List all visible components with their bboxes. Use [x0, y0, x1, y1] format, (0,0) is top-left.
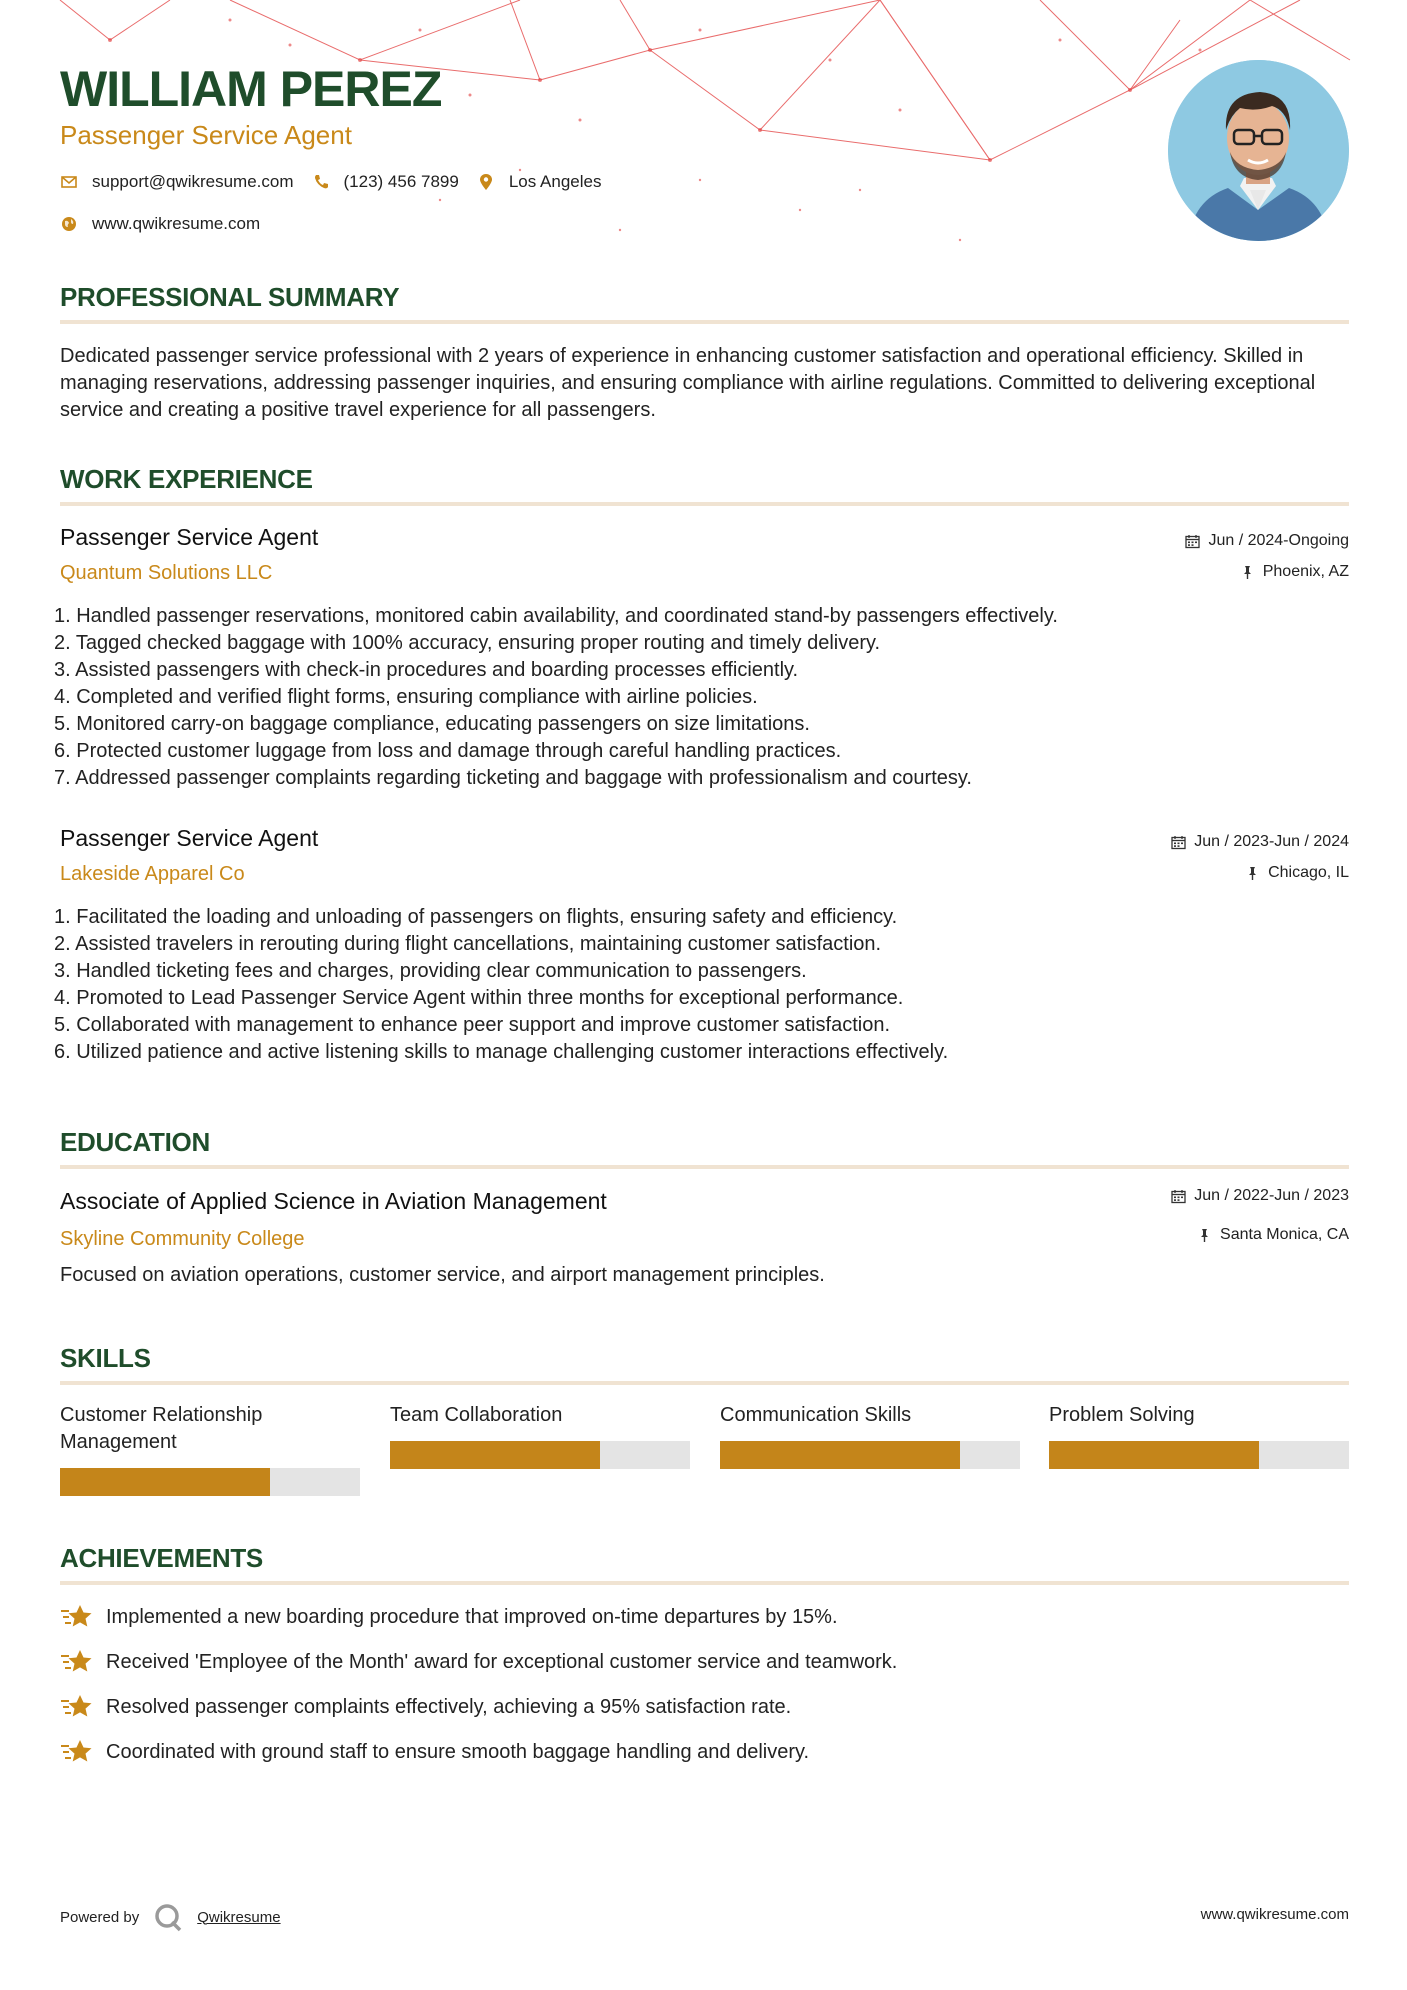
job-bullet: 6. Utilized patience and active listening skills to manage challenging customer interactions effectively.: [54, 1041, 949, 1063]
skill-name: Communication Skills: [720, 1404, 912, 1426]
education-divider: [60, 1165, 1349, 1169]
star-icon: [60, 1692, 94, 1722]
education-dates-text: Jun / 2022-Jun / 2023: [1194, 1187, 1349, 1204]
skill-bar: [390, 1441, 690, 1469]
contact-location: [477, 172, 602, 192]
contact-email[interactable]: [60, 172, 294, 192]
qwikresume-link[interactable]: Qwikresume: [197, 1908, 281, 1926]
skill-bar: [720, 1441, 1020, 1469]
job-title: Passenger Service Agent: [60, 825, 319, 851]
star-icon: [60, 1602, 94, 1632]
envelope-icon: [60, 173, 78, 191]
job-location-text: Phoenix, AZ: [1262, 563, 1349, 580]
education-location-text: Santa Monica, CA: [1220, 1226, 1349, 1243]
job-title: Passenger Service Agent: [60, 524, 319, 550]
education-dates: [1171, 1187, 1349, 1205]
phone-icon: [312, 173, 330, 191]
skill-name: Team Collaboration: [390, 1404, 563, 1426]
skill-name: Problem Solving: [1049, 1404, 1195, 1426]
location-text: Los Angeles: [508, 172, 602, 191]
job-location: [1240, 563, 1349, 581]
footer-powered-by: [60, 1902, 281, 1932]
skill-name: Customer Relationship Management: [60, 1404, 263, 1453]
star-icon: [60, 1737, 94, 1767]
candidate-title: Passenger Service Agent: [60, 120, 352, 150]
calendar-icon: [1171, 835, 1186, 850]
skill-bar-fill: [1049, 1441, 1259, 1469]
job-bullet: 5. Monitored carry-on baggage compliance, educating passengers on size limitations.: [54, 713, 810, 735]
summary-divider: [60, 320, 1349, 324]
footer-website[interactable]: www.qwikresume.com: [1200, 1906, 1349, 1923]
job-bullet: 5. Collaborated with management to enhance peer support and improve customer satisfaction.: [54, 1014, 891, 1036]
job-dates-text: Jun / 2024-Ongoing: [1208, 532, 1349, 549]
job-bullet: 3. Handled ticketing fees and charges, providing clear communication to passengers.: [54, 960, 807, 982]
job-location-text: Chicago, IL: [1268, 864, 1349, 881]
map-pin-icon: [477, 173, 495, 191]
job-bullet: 1. Handled passenger reservations, monitored cabin availability, and coordinated stand-by passengers effectively.: [54, 605, 1058, 627]
calendar-icon: [1185, 534, 1200, 549]
job-bullet-list: [54, 904, 1354, 1066]
job-bullet: 3. Assisted passengers with check-in procedures and boarding processes efficiently.: [54, 659, 799, 681]
star-icon: [60, 1647, 94, 1677]
job-bullet: 6. Protected customer luggage from loss and damage through careful handling practices.: [54, 740, 842, 762]
contact-website[interactable]: [60, 214, 260, 234]
skill-bar-fill: [60, 1468, 270, 1496]
contact-row: [60, 172, 601, 192]
job-dates: [1185, 532, 1349, 550]
job-location: [1245, 864, 1349, 882]
job-bullet: 4. Promoted to Lead Passenger Service Agent within three months for exceptional performance.: [54, 987, 904, 1009]
job-bullet: 7. Addressed passenger complaints regarding ticketing and baggage with professionalism and courtesy.: [54, 767, 972, 789]
skill-item: [60, 1402, 360, 1456]
job-bullet-list: [54, 603, 1354, 792]
degree-title: Associate of Applied Science in Aviation Management: [60, 1188, 607, 1214]
pushpin-icon: [1197, 1228, 1212, 1243]
achievement-item: [60, 1602, 838, 1632]
phone-text: (123) 456 7899: [343, 172, 459, 191]
job-company: Lakeside Apparel Co: [60, 863, 245, 885]
powered-by-label: Powered by: [60, 1908, 140, 1926]
experience-heading: WORK EXPERIENCE: [60, 464, 313, 494]
achievement-item: [60, 1737, 809, 1767]
contact-phone[interactable]: [312, 172, 459, 192]
skill-bar: [1049, 1441, 1349, 1469]
profile-photo: [1168, 60, 1349, 241]
website-text: www.qwikresume.com: [92, 214, 261, 233]
achievements-heading: ACHIEVEMENTS: [60, 1543, 263, 1573]
achievement-item: [60, 1692, 791, 1722]
job-dates-text: Jun / 2023-Jun / 2024: [1194, 833, 1349, 850]
education-heading: EDUCATION: [60, 1127, 210, 1157]
skill-item: [1049, 1402, 1349, 1429]
job-company: Quantum Solutions LLC: [60, 562, 273, 584]
job-bullet: 2. Tagged checked baggage with 100% accuracy, ensuring proper routing and timely delivery.: [54, 632, 881, 654]
achievement-item: [60, 1647, 897, 1677]
skill-bar-fill: [720, 1441, 960, 1469]
calendar-icon: [1171, 1189, 1186, 1204]
skill-item: [720, 1402, 1020, 1429]
job-dates: [1171, 833, 1349, 851]
qwikresume-logo-icon: [153, 1902, 183, 1932]
pushpin-icon: [1240, 565, 1255, 580]
summary-heading: PROFESSIONAL SUMMARY: [60, 282, 400, 312]
job-bullet: 2. Assisted travelers in rerouting during flight cancellations, maintaining customer satisfaction.: [54, 933, 882, 955]
achievement-text: Implemented a new boarding procedure that improved on-time departures by 15%.: [106, 1605, 838, 1628]
education-description: Focused on aviation operations, customer service, and airport management principles.: [60, 1264, 825, 1286]
pushpin-icon: [1245, 866, 1260, 881]
achievement-text: Resolved passenger complaints effectively, achieving a 95% satisfaction rate.: [106, 1695, 792, 1718]
skill-bar: [60, 1468, 360, 1496]
achievements-divider: [60, 1581, 1349, 1585]
summary-text: Dedicated passenger service professional with 2 years of experience in enhancing customer satisfaction and operational efficiency. Skilled in managing reservations, addressing passenger inquiries, and ensuring compliance with airline regulations. Committed to delivering exceptional service and creating a positive travel experience for all passengers.: [60, 345, 1316, 421]
achievement-text: Received 'Employee of the Month' award for exceptional customer service and teamwork.: [106, 1650, 898, 1673]
experience-divider: [60, 502, 1349, 506]
school-name: Skyline Community College: [60, 1228, 305, 1250]
globe-icon: [60, 215, 78, 233]
skill-item: [390, 1402, 690, 1429]
job-bullet: 1. Facilitated the loading and unloading of passengers on flights, ensuring safety and efficiency.: [54, 906, 898, 928]
skills-heading: SKILLS: [60, 1343, 151, 1373]
skills-divider: [60, 1381, 1349, 1385]
education-location: [1197, 1226, 1349, 1244]
candidate-name: WILLIAM PEREZ: [60, 61, 442, 117]
job-bullet: 4. Completed and verified flight forms, ensuring compliance with airline policies.: [54, 686, 758, 708]
achievement-text: Coordinated with ground staff to ensure smooth baggage handling and delivery.: [106, 1740, 810, 1763]
email-text: support@qwikresume.com: [92, 172, 294, 191]
skill-bar-fill: [390, 1441, 600, 1469]
